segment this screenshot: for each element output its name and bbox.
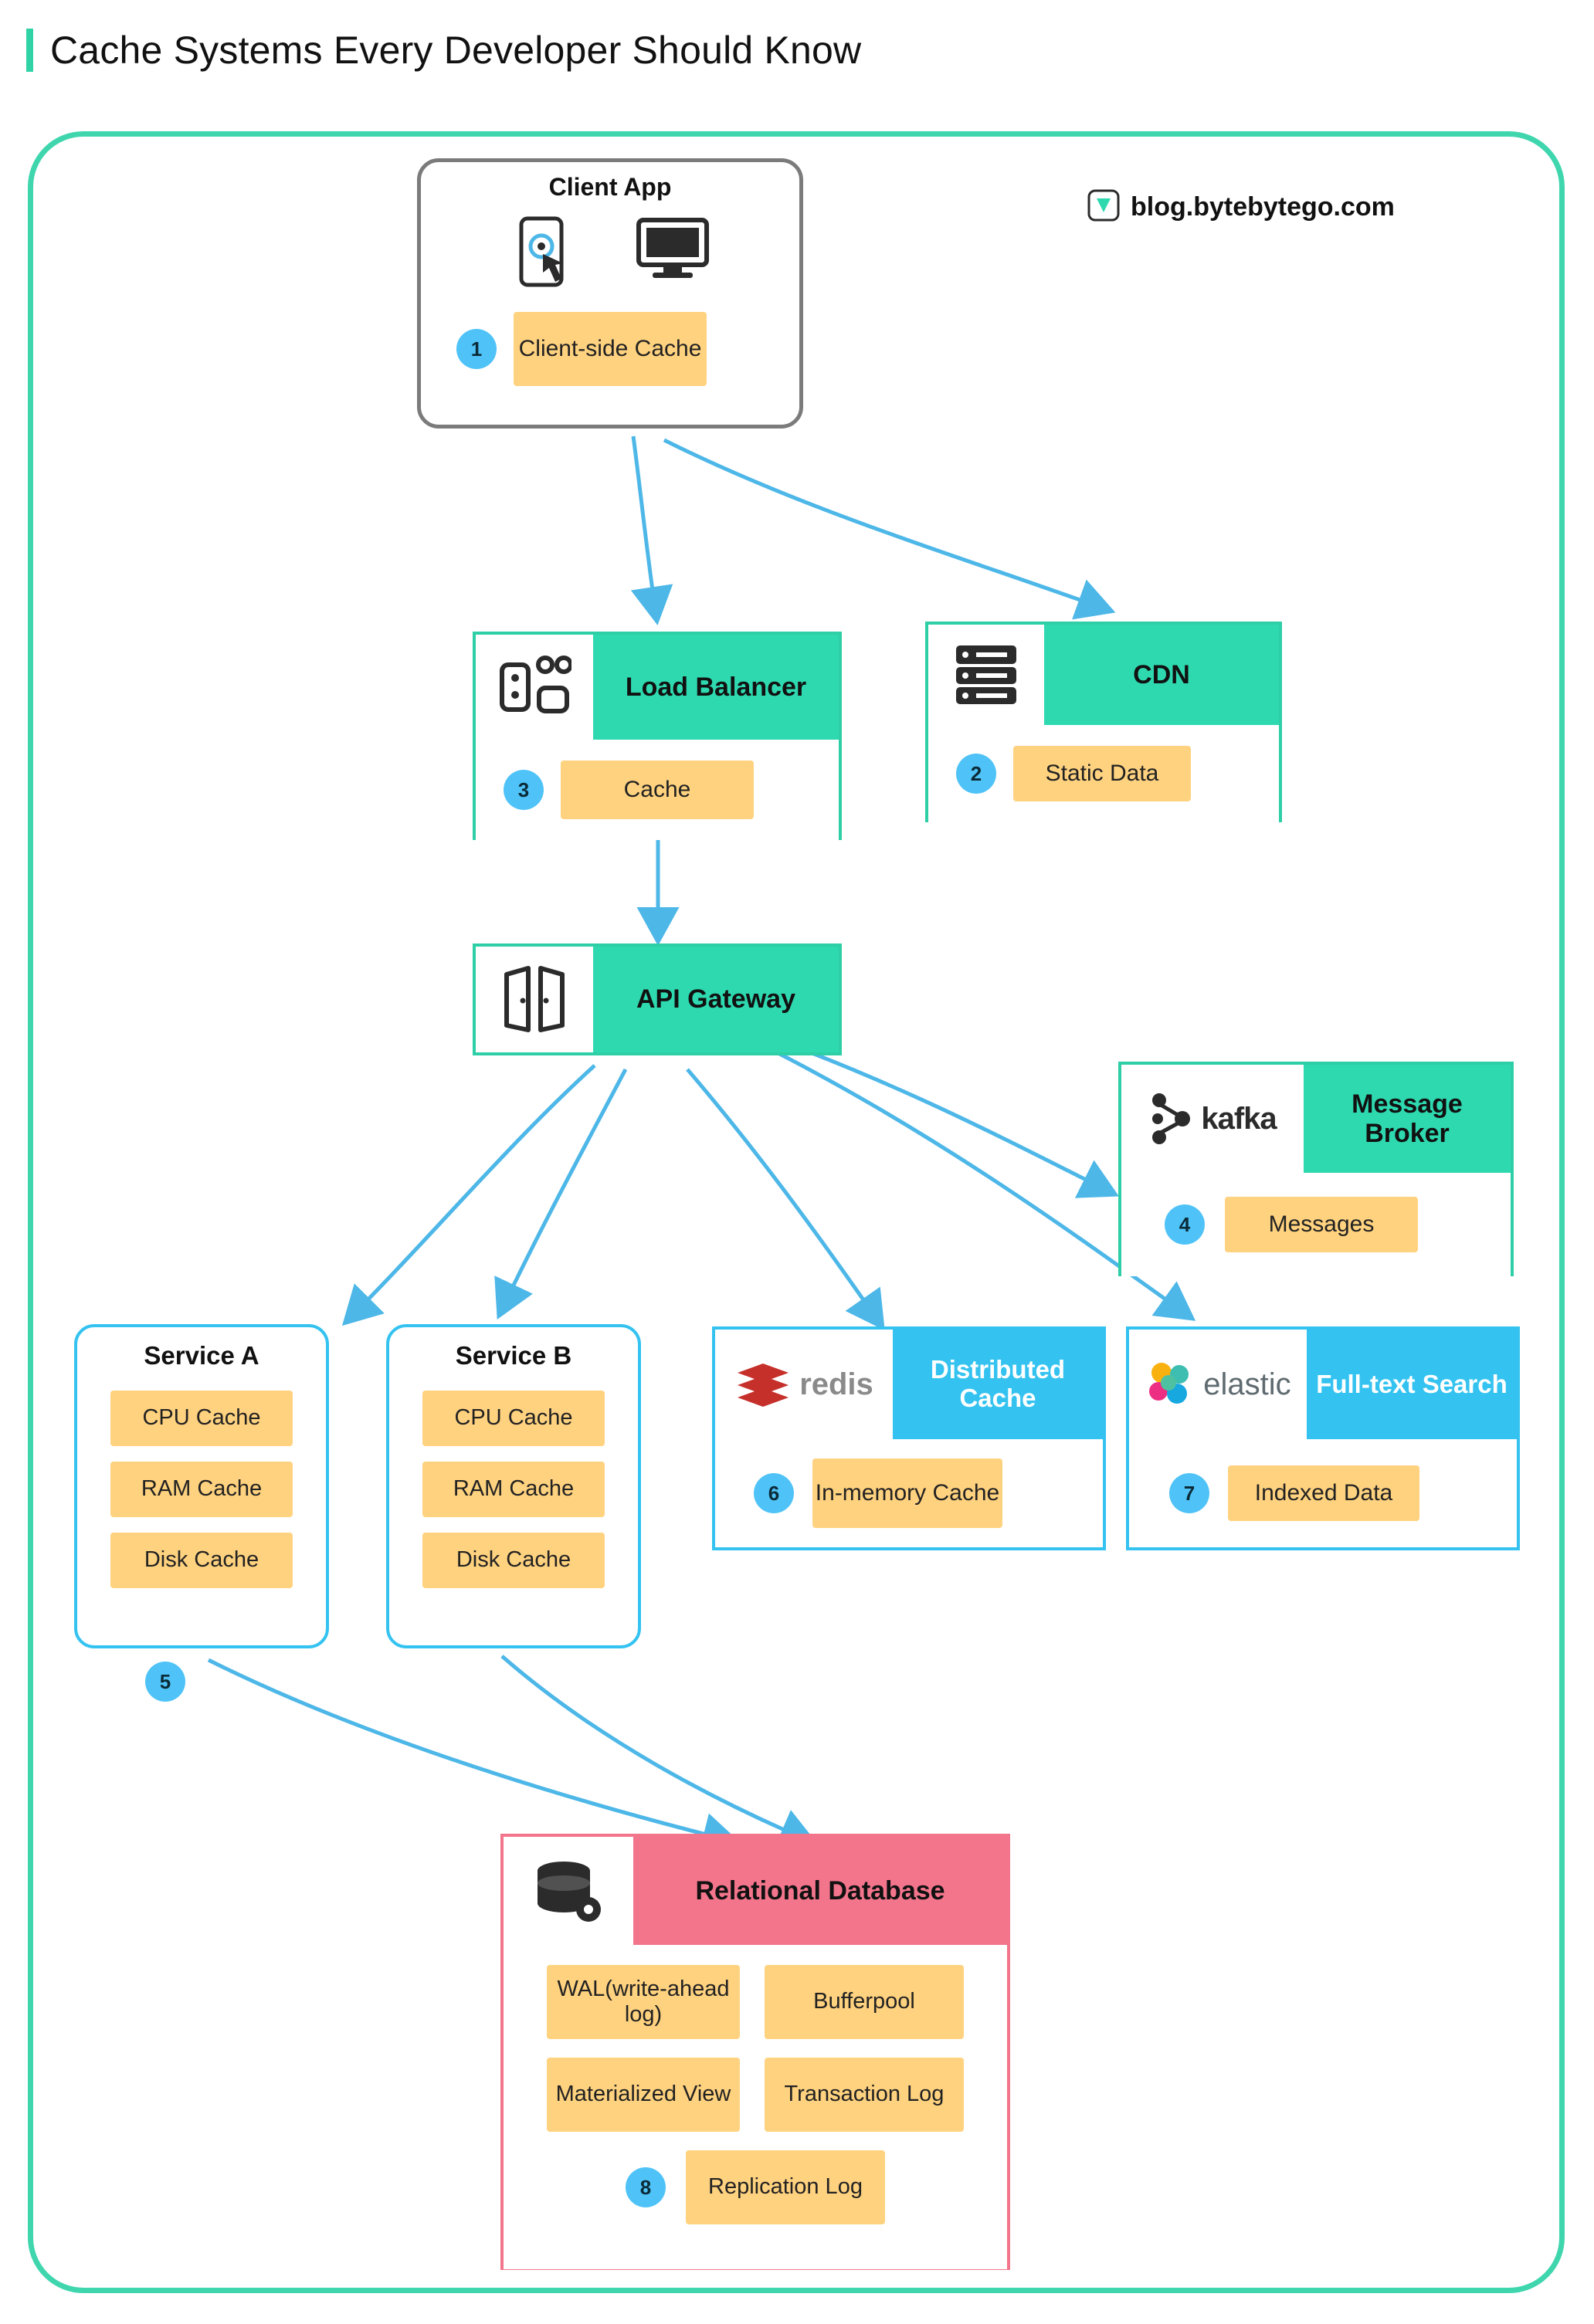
- distributed-cache-title: Distributed Cache: [893, 1330, 1103, 1439]
- relational-database-title: Relational Database: [633, 1837, 1007, 1945]
- full-text-search-node[interactable]: [1126, 1326, 1520, 1550]
- chip-wal[interactable]: WAL(write-ahead log): [547, 1965, 740, 2039]
- chip-service-a-ram[interactable]: RAM Cache: [110, 1462, 293, 1517]
- gateway-doors-icon: [476, 947, 593, 1052]
- api-gateway-title: API Gateway: [593, 947, 839, 1052]
- elastic-logo-icon: elastic: [1129, 1330, 1307, 1439]
- badge-lb-cache: 3: [504, 770, 544, 810]
- load-balancer-node[interactable]: [473, 632, 842, 840]
- client-app-node[interactable]: [417, 158, 803, 429]
- redis-logo-icon: redis: [715, 1330, 893, 1439]
- mobile-touch-icon: [509, 215, 580, 293]
- cdn-title: CDN: [1044, 625, 1279, 725]
- client-app-title: Client App: [548, 173, 672, 201]
- chip-bufferpool[interactable]: Bufferpool: [765, 1965, 964, 2039]
- api-gateway-node[interactable]: [473, 943, 842, 1055]
- server-rack-icon: [928, 625, 1044, 725]
- relational-database-node[interactable]: [500, 1834, 1010, 2270]
- bytebytego-logo-icon: [1087, 189, 1120, 225]
- chip-client-side-cache[interactable]: Client-side Cache: [514, 312, 707, 386]
- chip-messages[interactable]: Messages: [1225, 1197, 1418, 1252]
- chip-lb-cache[interactable]: Cache: [561, 761, 754, 819]
- chip-static-data[interactable]: Static Data: [1013, 746, 1191, 801]
- chip-materialized-view[interactable]: Materialized View: [547, 2058, 740, 2132]
- service-b-title: Service B: [455, 1341, 572, 1370]
- badge-in-memory-cache: 6: [754, 1473, 794, 1513]
- chip-service-b-disk[interactable]: Disk Cache: [422, 1533, 605, 1588]
- service-a-title: Service A: [144, 1341, 259, 1370]
- watermark-text: blog.bytebytego.com: [1131, 192, 1395, 222]
- chip-indexed-data[interactable]: Indexed Data: [1228, 1465, 1419, 1521]
- chip-in-memory-cache[interactable]: In-memory Cache: [812, 1458, 1002, 1528]
- load-balancer-title: Load Balancer: [593, 635, 839, 740]
- badge-messages: 4: [1165, 1204, 1205, 1245]
- service-a-node[interactable]: [74, 1324, 329, 1648]
- kafka-logo-icon: kafka: [1121, 1065, 1304, 1173]
- service-b-node[interactable]: [386, 1324, 641, 1648]
- chip-service-b-cpu[interactable]: CPU Cache: [422, 1391, 605, 1446]
- full-text-search-title: Full-text Search: [1307, 1330, 1517, 1439]
- badge-client-cache: 1: [456, 329, 497, 369]
- badge-indexed-data: 7: [1169, 1473, 1209, 1513]
- page-title: [26, 28, 861, 73]
- chip-service-b-ram[interactable]: RAM Cache: [422, 1462, 605, 1517]
- message-broker-node[interactable]: [1118, 1062, 1514, 1276]
- title-text: Cache Systems Every Developer Should Know: [50, 29, 862, 72]
- load-balancer-icon: [476, 635, 593, 740]
- watermark: [1087, 189, 1395, 225]
- desktop-monitor-icon: [634, 215, 711, 293]
- chip-service-a-disk[interactable]: Disk Cache: [110, 1533, 293, 1588]
- badge-service-caches: 5: [145, 1662, 185, 1702]
- cdn-node[interactable]: [925, 622, 1282, 822]
- distributed-cache-node[interactable]: [712, 1326, 1106, 1550]
- chip-transaction-log[interactable]: Transaction Log: [765, 2058, 964, 2132]
- chip-service-a-cpu[interactable]: CPU Cache: [110, 1391, 293, 1446]
- message-broker-title: Message Broker: [1304, 1065, 1511, 1173]
- chip-replication-log[interactable]: Replication Log: [686, 2150, 885, 2224]
- badge-cdn-static: 2: [956, 754, 996, 794]
- badge-replication-log: 8: [626, 2167, 666, 2207]
- title-accent-bar: [26, 29, 33, 72]
- database-gear-icon: [504, 1837, 633, 1945]
